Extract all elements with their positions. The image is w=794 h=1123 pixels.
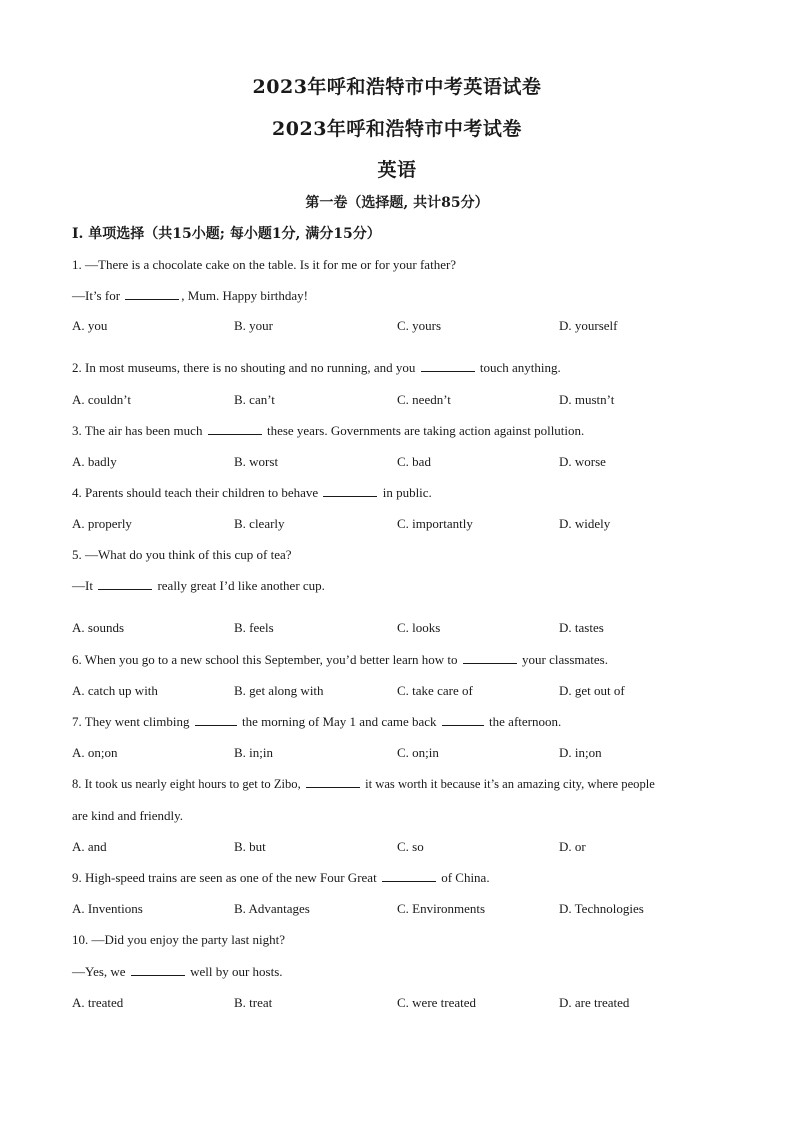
option-d: D. yourself [559,318,618,333]
question-9-stem: 9. High-speed trains are seen as one of the new Four Great of China. [72,870,490,885]
question-10-stem: 10. —Did you enjoy the party last night? [72,932,286,947]
question-5-options [0,620,794,638]
option-a: A. on;on [72,745,118,760]
question-5-stem: 5. —What do you think of this cup of tea? [72,547,292,562]
option-a: A. you [72,318,108,333]
option-d: D. in;on [559,745,602,760]
answer-blank [98,578,152,590]
option-d: D. worse [559,454,606,469]
question-4-stem: 4. Parents should teach their children to behave in public. [72,485,432,500]
option-c: C. yours [397,318,442,333]
answer-blank [442,714,484,726]
option-b: B. feels [234,620,274,635]
answer-blank [421,360,475,372]
answer-blank [195,714,237,726]
answer-blank [463,652,517,664]
question-7-options [0,745,794,763]
question-1-answer-line: —It’s for , Mum. Happy birthday! [72,288,309,303]
section-heading: I. 单项选择（共15小题; 每小题1分, 满分15分） [72,226,381,242]
option-a: A. sounds [72,620,125,635]
option-b: B. treat [234,995,273,1010]
option-d: D. Technologies [559,901,644,916]
option-a: A. properly [72,516,132,531]
exam-subtitle: 2023年呼和浩特市中考试卷 [272,118,522,140]
question-7-stem: 7. They went climbing the morning of May 1 and came back the afternoon. [72,714,562,729]
option-d: D. tastes [559,620,604,635]
option-d: D. get out of [559,683,625,698]
option-c: C. take care of [397,683,473,698]
question-6-stem: 6. When you go to a new school this September, you’d better learn how to your classmates. [72,652,608,667]
option-a: A. and [72,839,107,854]
option-d: D. widely [559,516,611,531]
question-9-options [0,901,794,919]
option-b: B. but [234,839,266,854]
option-b: B. in;in [234,745,274,760]
option-b: B. your [234,318,273,333]
answer-blank [323,485,377,497]
question-1-options [0,318,794,336]
option-b: B. can’t [234,392,275,407]
question-8-stem-continued: are kind and friendly. [72,808,184,823]
option-d: D. are treated [559,995,630,1010]
option-c: C. so [397,839,424,854]
option-a: A. treated [72,995,124,1010]
exam-title: 2023年呼和浩特市中考英语试卷 [252,76,542,98]
answer-blank [306,776,360,788]
option-d: D. mustn’t [559,392,615,407]
option-c: C. bad [397,454,431,469]
option-d: D. or [559,839,586,854]
part-heading: 第一卷（选择题, 共计85分） [305,195,489,211]
answer-blank [382,870,436,882]
option-c: C. Environments [397,901,486,916]
question-10-answer-line: —Yes, we well by our hosts. [72,964,283,979]
option-a: A. badly [72,454,117,469]
subject-title: 英语 [377,159,417,181]
option-a: A. catch up with [72,683,158,698]
question-2-options [0,392,794,410]
question-1-stem: 1. —There is a chocolate cake on the table. Is it for me or for your father? [72,257,457,272]
option-b: B. get along with [234,683,324,698]
question-3-stem: 3. The air has been much these years. Governments are taking action against pollution. [72,423,585,438]
option-a: A. couldn’t [72,392,131,407]
option-c: C. looks [397,620,441,635]
question-6-options [0,683,794,701]
question-5-answer-line: —It really great I’d like another cup. [72,578,325,593]
question-2-stem: 2. In most museums, there is no shouting and no running, and you touch anything. [72,360,561,375]
answer-blank [125,288,179,300]
option-c: C. importantly [397,516,473,531]
option-c: C. on;in [397,745,439,760]
answer-blank [131,964,185,976]
question-8-stem: 8. It took us nearly eight hours to get to Zibo, it was worth it because it’s an amazing city, where people [72,777,655,791]
question-10-options [0,995,794,1013]
question-4-options [0,516,794,534]
question-8-options [0,839,794,857]
question-3-options [0,454,794,472]
option-b: B. clearly [234,516,285,531]
option-c: C. needn’t [397,392,451,407]
answer-blank [208,423,262,435]
option-b: B. Advantages [234,901,310,916]
option-a: A. Inventions [72,901,143,916]
option-b: B. worst [234,454,279,469]
option-c: C. were treated [397,995,477,1010]
